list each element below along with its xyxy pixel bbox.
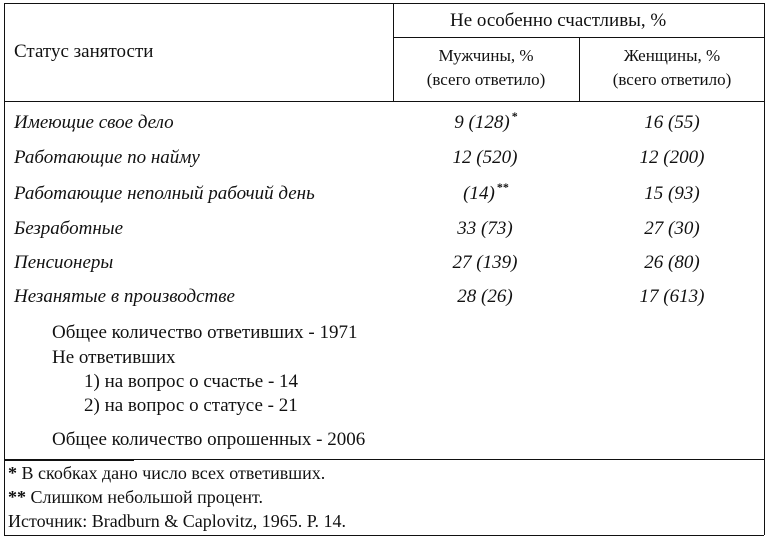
row-women-value: 16 (55) <box>644 112 700 133</box>
header-men-line2: (всего ответило) <box>426 70 546 89</box>
footnote-2-mark: ** <box>8 487 26 507</box>
bottom-rule <box>4 535 764 536</box>
total-answered: Общее количество ответивших - 1971 <box>52 322 358 343</box>
not-answered-heading: Не ответивших <box>52 347 176 368</box>
row-label: Незанятые в производстве <box>14 286 235 307</box>
not-answered-happiness: 1) на вопрос о счастье - 14 <box>84 371 299 392</box>
total-surveyed: Общее количество опрошенных - 2006 <box>52 429 366 450</box>
header-status: Статус занятости <box>14 41 154 62</box>
row-men-value: (14) ** <box>463 180 509 204</box>
col-divider-2 <box>579 37 580 101</box>
footnote-mark: ** <box>496 180 509 194</box>
row-label: Работающие по найму <box>14 147 200 168</box>
row-men-value: 28 (26) <box>457 286 513 307</box>
col-divider-1 <box>393 3 394 101</box>
row-men-value: 9 (128) * <box>454 109 518 133</box>
right-border <box>764 3 765 535</box>
not-answered-status: 2) на вопрос о статусе - 21 <box>84 395 298 416</box>
header-group: Не особенно счастливы, % <box>450 10 667 31</box>
row-men-value: 33 (73) <box>457 218 513 239</box>
row-women-value: 15 (93) <box>644 183 700 204</box>
footnote-mark: * <box>511 109 518 123</box>
row-women-value: 17 (613) <box>639 286 705 307</box>
footnote-1: * В скобках дано число всех ответивших. <box>8 463 326 483</box>
header-bottom-rule <box>4 101 764 102</box>
header-men-line1: Мужчины, % <box>438 46 534 65</box>
header-women-line1: Женщины, % <box>623 46 721 65</box>
row-women-value: 12 (200) <box>639 147 705 168</box>
row-label: Безработные <box>14 218 124 239</box>
row-label: Пенсионеры <box>14 252 114 273</box>
footnote-rule <box>4 460 134 461</box>
footnote-2: ** Слишком небольшой процент. <box>8 487 263 507</box>
row-women-value: 26 (80) <box>644 252 700 273</box>
footnote-1-mark: * <box>8 463 17 483</box>
row-label: Имеющие свое дело <box>14 112 174 133</box>
row-label: Работающие неполный рабочий день <box>14 183 315 204</box>
row-men-value: 27 (139) <box>452 252 518 273</box>
top-rule <box>4 3 764 4</box>
left-border <box>4 3 5 535</box>
header-women-line2: (всего ответило) <box>612 70 732 89</box>
row-men-value: 12 (520) <box>452 147 518 168</box>
row-women-value: 27 (30) <box>644 218 700 239</box>
source-line: Источник: Bradburn & Caplovitz, 1965. Р. 14. <box>8 511 346 531</box>
